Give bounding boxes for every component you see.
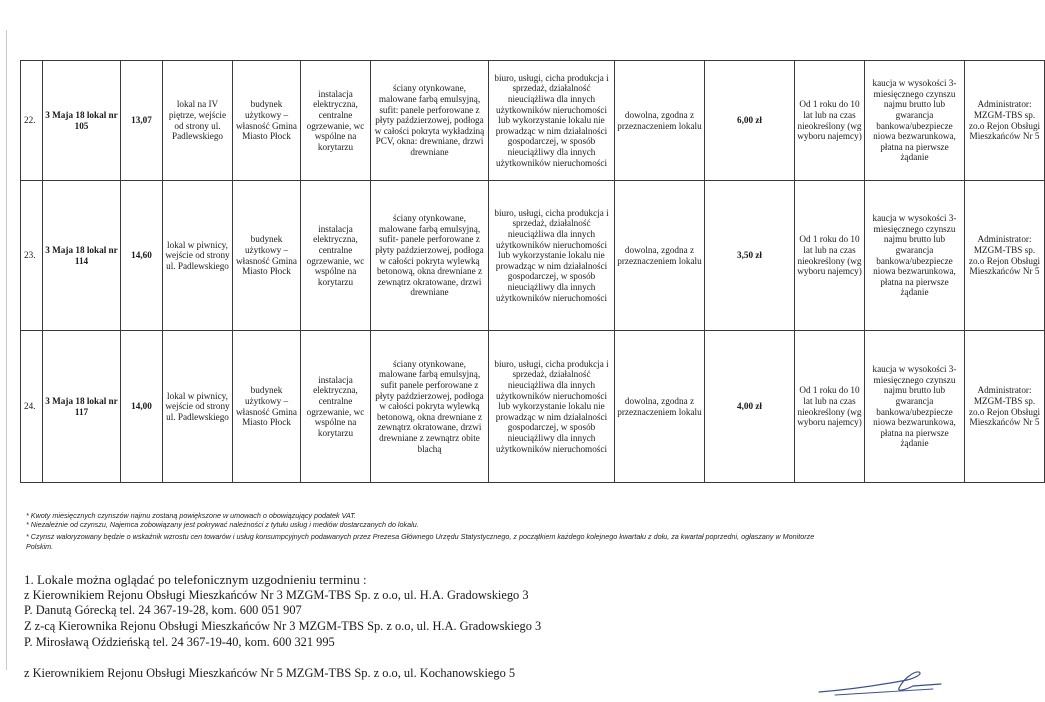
use-type: dowolna, zgodna z przeznaczeniem lokalu: [615, 61, 705, 181]
table-row: [21, 331, 1045, 483]
scan-edge-line: [6, 30, 7, 670]
building-info: budynek użytkowy – własność Gmina Miasto Płock: [233, 331, 301, 483]
intended-purpose: biuro, usługi, cicha produkcja i sprzedaż, działalność nieuciążliwa dla innych użytkowników nieruchomości lub wykorzystanie lokalu nie prowadząc w nim działalności gospodarczej, w sposób nieuciążliwy dla innych użytkowników nieruchomości: [489, 181, 615, 331]
administrator: Administrator: MZGM-TBS sp. zo.o Rejon Obsługi Mieszkańców Nr 5: [965, 331, 1045, 483]
contact-line: P. Mirosławą Oździeńską tel. 24 367-19-40, kom. 600 321 995: [24, 634, 335, 649]
finish-description: ściany otynkowane, malowane farbą emulsyjną, sufit panele perforowane z płyty paździerzowej, podłoga w całości pokryta wylewką betonową, okna drewniane z zewnątrz okratowane, drzwi drewniane z zewnątrz obite blachą: [371, 331, 489, 483]
intended-purpose: biuro, usługi, cicha produkcja i sprzedaż, działalność nieuciążliwa dla innych użytkowników nieruchomości lub wykorzystanie lokalu nie prowadząc w nim działalności gospodarczej, w sposób nieuciążliwy dla innych użytkowników nieruchomości: [489, 61, 615, 181]
row-number: 23.: [21, 181, 43, 331]
deposit-terms: kaucja w wysokości 3-miesięcznego czynszu najmu brutto lub gwarancja bankowa/ubezpiecze niowa bezwarunkowa, płatna na pierwsze żądanie: [865, 181, 965, 331]
premises-area: 14,60: [121, 181, 163, 331]
premises-area: 13,07: [121, 61, 163, 181]
finish-description: ściany otynkowane, malowane farbą emulsyjną, sufit: panele perforowane z płyty paździerzowej, podłoga w całości pokryta wykładziną PCV, okna: drewniane, drzwi drewniane: [371, 61, 489, 181]
deposit-terms: kaucja w wysokości 3-miesięcznego czynszu najmu brutto lub gwarancja bankowa/ubezpiecze niowa bezwarunkowa, płatna na pierwsze żądanie: [865, 331, 965, 483]
administrator: Administrator: MZGM-TBS sp. zo.o Rejon Obsługi Mieszkańców Nr 5: [965, 61, 1045, 181]
use-type: dowolna, zgodna z przeznaczeniem lokalu: [615, 181, 705, 331]
lease-term: Od 1 roku do 10 lat lub na czas nieokreślony (wg wyboru najemcy): [795, 181, 865, 331]
table-row: [21, 61, 1045, 181]
finish-description: ściany otynkowane, malowane farbą emulsyjną, sufit- panele perforowane z płyty paździerzowej, podłoga w całości pokryta wylewką betonową, okna drewniane z zewnątrz okratowane, drzwi drewniane: [371, 181, 489, 331]
premises-address: 3 Maja 18 lokal nr 117: [43, 331, 121, 483]
table-row: [21, 181, 1045, 331]
premises-address: 3 Maja 18 lokal nr 114: [43, 181, 121, 331]
installations: instalacja elektryczna, centralne ogrzewanie, wc wspólne na korytarzu: [301, 61, 371, 181]
contact-line: z Kierownikiem Rejonu Obsługi Mieszkańców Nr 5 MZGM-TBS Sp. z o.o, ul. Kochanowskiego 5: [24, 665, 516, 680]
premises-area: 14,00: [121, 331, 163, 483]
handwritten-signature: [815, 662, 945, 702]
footnotes: [26, 511, 936, 551]
lease-term: Od 1 roku do 10 lat lub na czas nieokreślony (wg wyboru najemcy): [795, 61, 865, 181]
deposit-terms: kaucja w wysokości 3-miesięcznego czynszu najmu brutto lub gwarancja bankowa/ubezpiecze niowa bezwarunkowa, płatna na pierwsze żądanie: [865, 61, 965, 181]
viewing-contacts: [24, 572, 924, 681]
rent-rate: 4,00 zł: [705, 331, 795, 483]
building-info: budynek użytkowy – własność Gmina Miasto Płock: [233, 181, 301, 331]
contact-line: Z z-cą Kierownika Rejonu Obsługi Mieszkańców Nr 3 MZGM-TBS Sp. z o.o, ul. H.A. Gradowskiego 3: [24, 619, 542, 634]
building-info: budynek użytkowy – własność Gmina Miasto Płock: [233, 61, 301, 181]
row-number: 22.: [21, 61, 43, 181]
row-number: 24.: [21, 331, 43, 483]
premises-location: lokal w piwnicy, wejście od strony ul. Padlewskiego: [163, 181, 233, 331]
contact-line: P. Danutą Górecką tel. 24 367-19-28, kom. 600 051 907: [24, 603, 302, 618]
premises-location: lokal w piwnicy, wejście od strony ul. Padlewskiego: [163, 331, 233, 483]
administrator: Administrator: MZGM-TBS sp. zo.o Rejon Obsługi Mieszkańców Nr 5: [965, 181, 1045, 331]
premises-location: lokal na IV piętrze, wejście od strony ul. Padlewskiego: [163, 61, 233, 181]
premises-table: [20, 60, 1045, 483]
footnote-indexation-cont: Polskim.: [26, 541, 54, 551]
contact-line: z Kierownikiem Rejonu Obsługi Mieszkańców Nr 3 MZGM-TBS Sp. z o.o, ul. H.A. Gradowskiego 3: [24, 587, 529, 602]
premises-address: 3 Maja 18 lokal nr 105: [43, 61, 121, 181]
footnote-media: * Niezależnie od czynszu, Najemca zobowiązany jest pokrywać należności z tytułu usług i mediów dostarczanych do lokalu.: [26, 520, 419, 530]
lease-term: Od 1 roku do 10 lat lub na czas nieokreślony (wg wyboru najemcy): [795, 331, 865, 483]
rent-rate: 6,00 zł: [705, 61, 795, 181]
intended-purpose: biuro, usługi, cicha produkcja i sprzedaż, działalność nieuciążliwa dla innych użytkowników nieruchomości lub wykorzystanie lokalu nie prowadząc w nim działalności gospodarczej, w sposób nieuciążliwy dla innych użytkowników nieruchomości: [489, 331, 615, 483]
use-type: dowolna, zgodna z przeznaczeniem lokalu: [615, 331, 705, 483]
footnote-vat: * Kwoty miesięcznych czynszów najmu zostaną powiększone w umowach o obowiązujący podatek VAT.: [26, 511, 356, 520]
footnote-indexation: * Czynsz waloryzowany będzie o wskaźnik wzrostu cen towarów i usług konsumpcyjnych podawanych przez Prezesa Głównego Urzędu Statystycznego, z początkiem każdego kolejnego kwartału z dołu, za kwartał poprzedni, ogłaszany w Monitorze: [26, 532, 815, 542]
installations: instalacja elektryczna, centralne ogrzewanie, wc wspólne na korytarzu: [301, 331, 371, 483]
installations: instalacja elektryczna, centralne ogrzewanie, wc wspólne na korytarzu: [301, 181, 371, 331]
rent-rate: 3,50 zł: [705, 181, 795, 331]
contacts-heading: 1. Lokale można oglądać po telefonicznym uzgodnieniu terminu :: [24, 572, 367, 587]
